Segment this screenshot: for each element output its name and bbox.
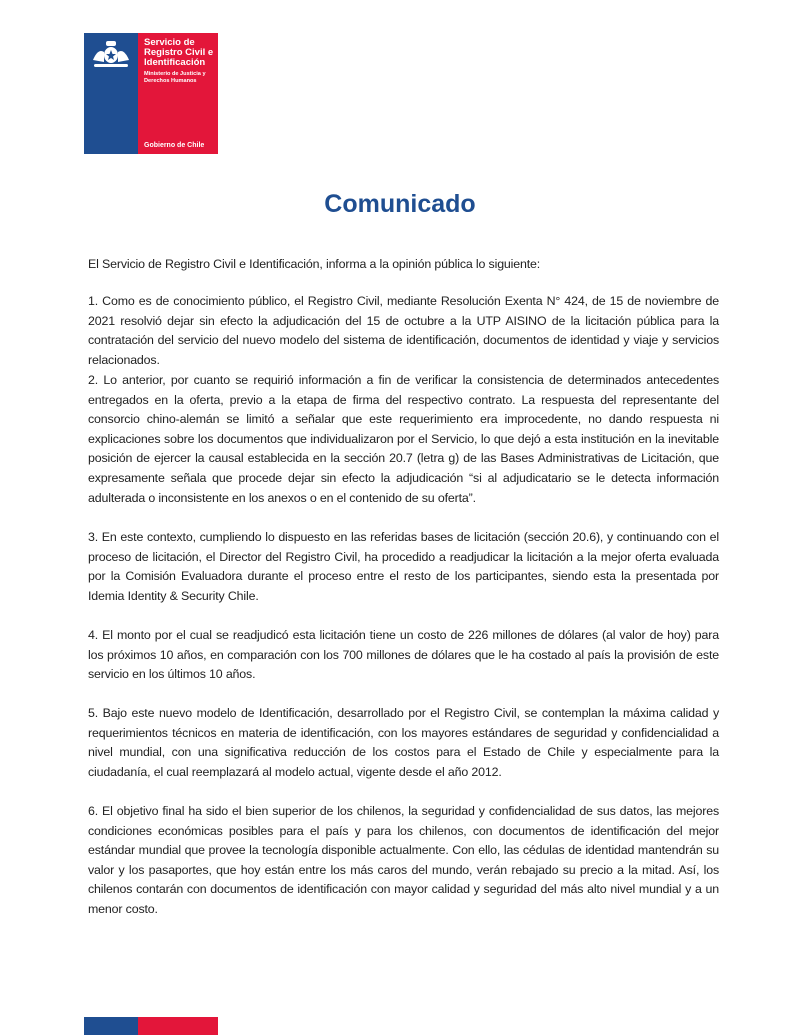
paragraph-3: 3. En este contexto, cumpliendo lo dispuesto en las referidas bases de licitación (sección 20.6), y continuando con el proceso de licitación, el Director del Registro Civil, ha procedido a readjudicar la licitación a la mejor oferta evaluada por la Comisión Evaluadora durante el proceso entre el resto de los participantes, siendo esta la presentada por Idemia Identity & Security Chile. <box>88 530 719 603</box>
paragraph-6: 6. El objetivo final ha sido el bien superior de los chilenos, la seguridad y confidencialidad de sus datos, las mejores condiciones económicas posibles para el país y para los chilenos, con documentos de identificación del mejor estándar mundial que provee la tecnología disponible actualmente. Con ello, las cédulas de identidad mantendrán su valor y los pasaportes, que hoy están entre los más caros del mundo, verán rebajado su precio a la mitad. Así, los chilenos contarán con documentos de identificación con mayor calidad y seguridad del más alto nivel mundial y a un menor costo. <box>88 804 719 916</box>
paragraph-4: 4. El monto por el cual se readjudicó esta licitación tiene un costo de 226 millones de dólares (al valor de hoy) para los próximos 10 años, en comparación con los 700 millones de dólares que le ha costado al país la provisión de este servicio en los últimos 10 años. <box>88 628 719 682</box>
logo-blue-panel <box>84 33 138 154</box>
coat-of-arms-icon <box>90 38 132 70</box>
paragraph-5: 5. Bajo este nuevo modelo de Identificación, desarrollado por el Registro Civil, se contemplan la máxima calidad y requerimientos técnicos en materia de identificación, con los mayores estándares de seguridad y confidencialidad a nivel mundial, con una significativa reducción de los costos para el Estado de Chile y especialmente para la ciudadanía, el cual reemplazará al modelo actual, vigente desde el año 2012. <box>88 706 719 779</box>
logo-red-panel <box>138 33 218 154</box>
logo-government: Gobierno de Chile <box>144 142 205 149</box>
footer-color-bar <box>84 1017 218 1035</box>
institution-logo <box>84 33 218 154</box>
page-title: Comunicado <box>324 190 476 218</box>
logo-service-name: Servicio de Registro Civil e Identificación <box>144 37 214 68</box>
logo-ministry-name: Ministerio de Justicia y Derechos Humanos <box>144 71 206 84</box>
paragraph-2: 2. Lo anterior, por cuanto se requirió información a fin de verificar la consistencia de determinados antecedentes entregados en la oferta, previo a la etapa de firma del respectivo contrato. La respuesta del representante del consorcio chino-alemán se limitó a señalar que este requerimiento era improcedente, no dando respuesta ni explicaciones sobre los documentos que individualizaron por el Servicio, lo que dejó a esta institución en la inevitable posición de ejercer la causal establecida en la sección 20.7 (letra g) de las Bases Administrativas de Licitación, que expresamente señala que procede dejar sin efecto la adjudicación “si al adjudicatario se le detecta información adulterada o inconsistente en los anexos o en el contenido de su oferta”. <box>88 373 719 505</box>
footer-blue-block <box>84 1017 138 1035</box>
paragraph-1: 1. Como es de conocimiento público, el Registro Civil, mediante Resolución Exenta N° 424, de 15 de noviembre de 2021 resolvió dejar sin efecto la adjudicación del 15 de octubre a la UTP AISINO de la licitación pública para la contratación del servicio del nuevo modelo del sistema de identificación, documentos de identidad y viaje y servicios relacionados. <box>88 294 719 367</box>
intro-paragraph: El Servicio de Registro Civil e Identificación, informa a la opinión pública lo siguiente: <box>88 257 541 271</box>
footer-red-block <box>138 1017 218 1035</box>
